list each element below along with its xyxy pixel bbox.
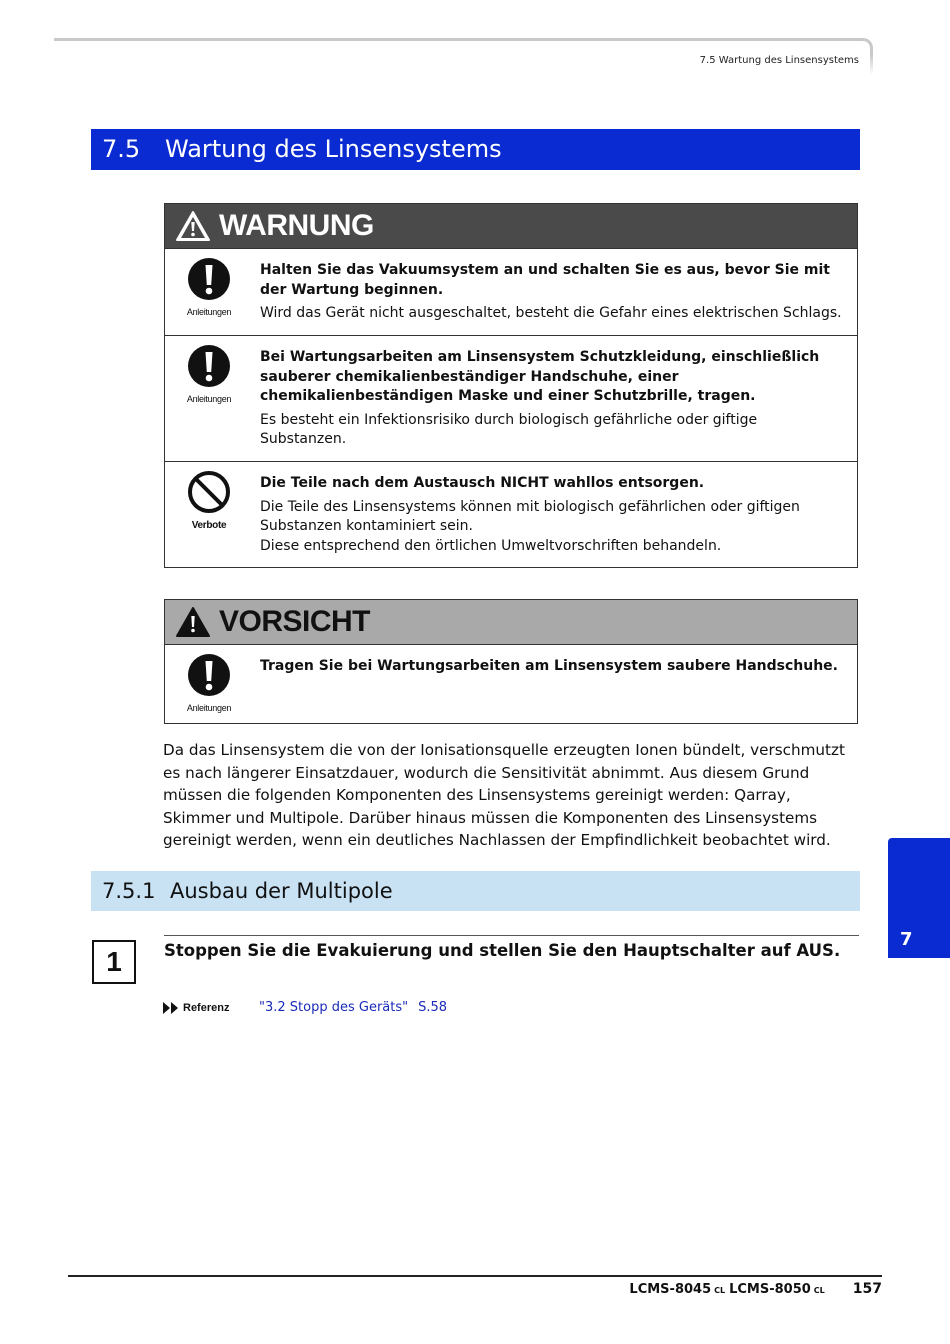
warning-item-bold: Bei Wartungsarbeiten am Linsensystem Schutzkleidung, einschließlich sauberer chemikalienbeständiger Handschuhe, einer chemikalienbeständigen Maske und einer Schutzbrille, tragen. <box>260 349 820 404</box>
warning-item-text: Es besteht ein Infektionsrisiko durch biologisch gefährliche oder giftige Substanzen. <box>260 411 758 447</box>
subsection-title: Ausbau der Multipole <box>170 879 393 903</box>
footer-model: LCMS-8045 <box>629 1282 712 1297</box>
warning-item-text: Die Teile des Linsensystems können mit biologisch gefährlichen oder giftigen Substanzen kontaminiert sein. <box>260 498 800 534</box>
footer-rule <box>68 1275 882 1277</box>
footer <box>629 1281 882 1297</box>
mandatory-action-icon <box>187 653 231 697</box>
reference-page-link[interactable]: S.58 <box>418 1000 448 1015</box>
subsection-heading <box>91 871 860 911</box>
warning-triangle-icon <box>175 210 211 242</box>
body-paragraph: Da das Linsensystem die von der Ionisationsquelle erzeugten Ionen bündelt, verschmutzt es nach längerer Einsatzdauer, wodurch die Sensitivität abnimmt. Aus diesem Grund müssen die folgenden Komponenten des Linsensystems gereinigt werden: Qarray, Skimmer und Multipole. Darüber hinaus müssen die Komponenten des Linsensystems gereinigt werden, wenn ein deutliches Nachlassen der Empfindlichkeit beobachtet wird. <box>163 741 845 849</box>
caution-box <box>164 599 858 724</box>
warning-item-icon <box>177 257 241 317</box>
reference-link[interactable]: "3.2 Stopp des Geräts" <box>259 1000 409 1015</box>
warning-header <box>165 204 857 248</box>
double-arrow-icon <box>163 1002 179 1014</box>
page-number: 157 <box>852 1281 882 1297</box>
step-number: 1 <box>92 940 136 984</box>
caution-item <box>165 645 857 723</box>
warning-item-icon <box>177 344 241 404</box>
prohibition-icon <box>187 470 231 514</box>
warning-label: WARNUNG <box>219 209 374 242</box>
running-head: 7.5 Wartung des Linsensystems <box>699 55 859 66</box>
icon-caption: Verbote <box>191 520 227 531</box>
step-divider <box>164 935 859 936</box>
warning-item <box>165 461 857 567</box>
subsection-number: 7.5.1 <box>102 879 156 903</box>
reference <box>163 1000 447 1015</box>
warning-item-bold: Die Teile nach dem Austausch NICHT wahllos entsorgen. <box>260 475 705 491</box>
section-number: 7.5 <box>102 135 141 163</box>
warning-item <box>165 335 857 461</box>
caution-item-icon <box>177 653 241 713</box>
warning-item-text: Wird das Gerät nicht ausgeschaltet, besteht die Gefahr eines elektrischen Schlags. <box>260 305 842 321</box>
footer-model: LCMS-8050 <box>729 1282 811 1297</box>
icon-caption: Anleitungen <box>186 394 232 404</box>
caution-header <box>165 600 857 645</box>
caution-item-bold: Tragen Sie bei Wartungsarbeiten am Linsensystem saubere Handschuhe. <box>260 658 838 674</box>
reference-label: Referenz <box>183 1001 230 1014</box>
icon-caption: Anleitungen <box>186 307 232 317</box>
icon-caption: Anleitungen <box>186 703 232 713</box>
section-heading <box>91 129 860 170</box>
warning-triangle-icon <box>175 606 211 638</box>
caution-label: VORSICHT <box>219 605 371 638</box>
mandatory-action-icon <box>187 257 231 301</box>
mandatory-action-icon <box>187 344 231 388</box>
chapter-tab-number: 7 <box>900 929 913 950</box>
warning-box <box>164 203 858 568</box>
warning-item <box>165 248 857 335</box>
step-text: Stoppen Sie die Evakuierung und stellen Sie den Hauptschalter auf AUS. <box>164 941 841 960</box>
section-title: Wartung des Linsensystems <box>165 135 502 163</box>
header-rule <box>54 38 873 55</box>
warning-item-text: Diese entsprechend den örtlichen Umweltvorschriften behandeln. <box>260 537 722 554</box>
warning-item-icon <box>177 470 241 531</box>
footer-model-suffix: CL <box>714 1286 726 1295</box>
chapter-tab[interactable] <box>888 838 950 958</box>
footer-model-suffix: CL <box>813 1286 825 1295</box>
warning-item-bold: Halten Sie das Vakuumsystem an und schalten Sie es aus, bevor Sie mit der Wartung beginnen. <box>260 262 830 298</box>
